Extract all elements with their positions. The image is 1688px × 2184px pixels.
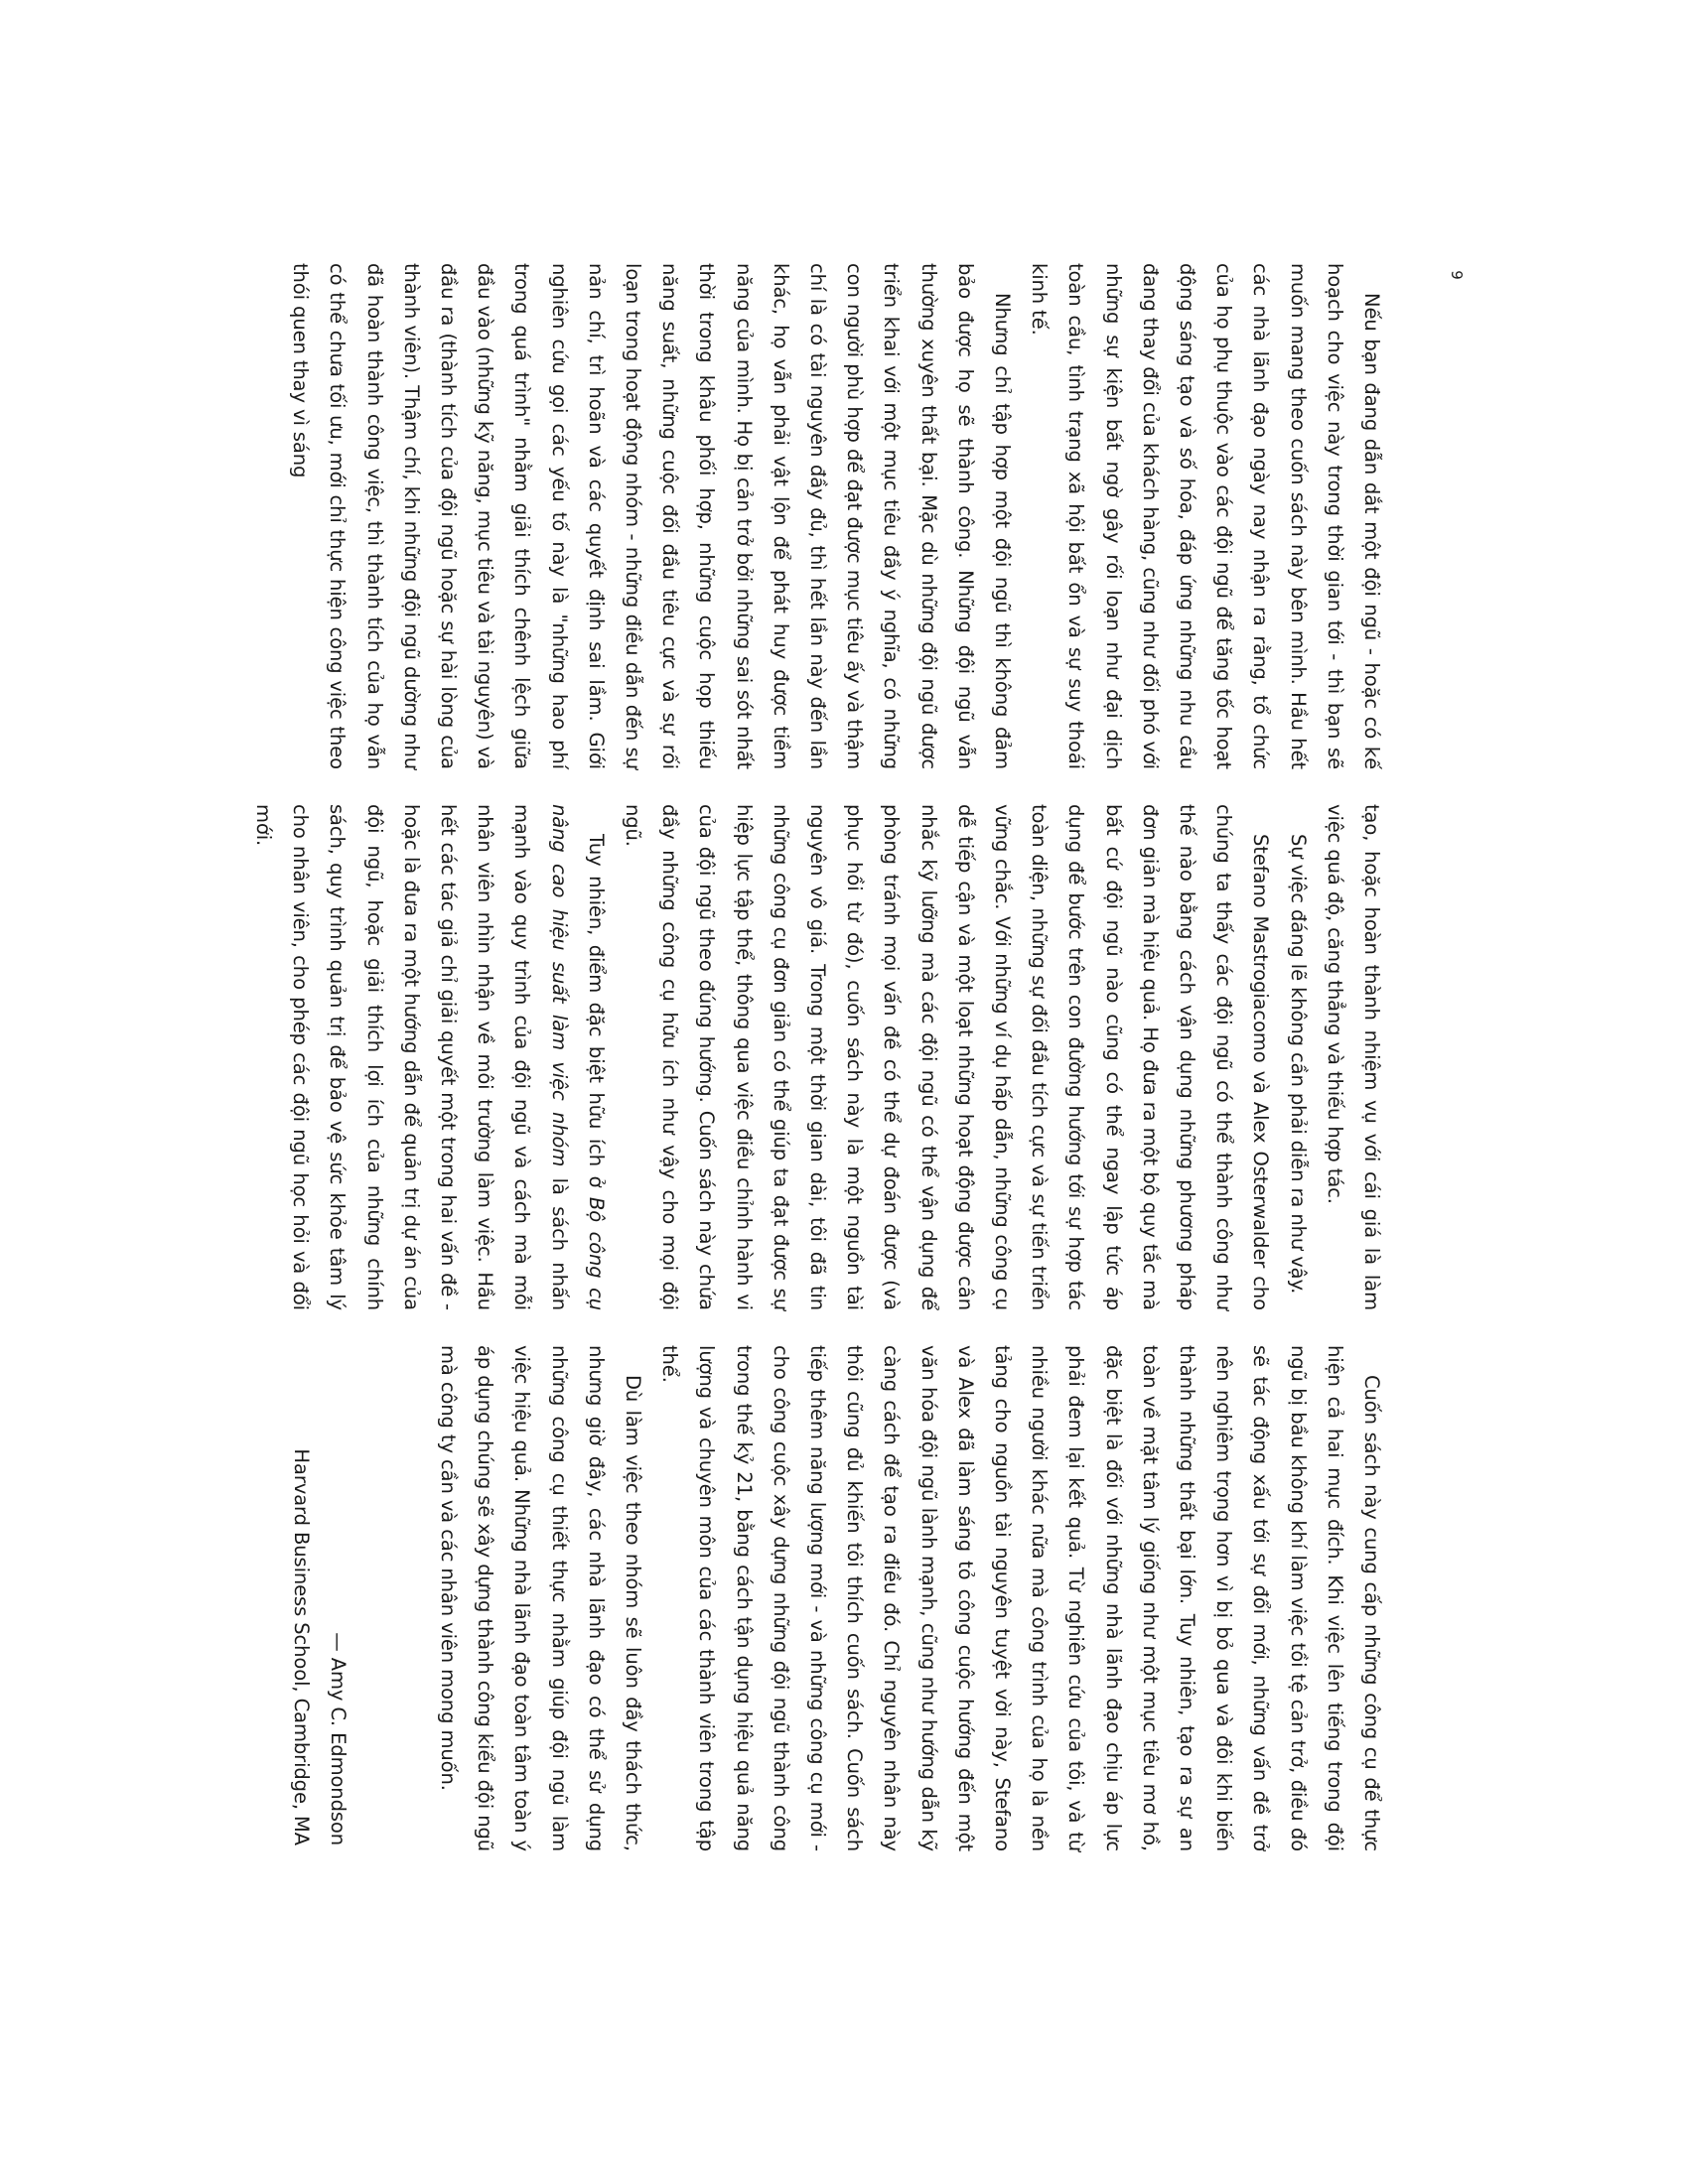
text-run: Tuy nhiên, điểm đặc biệt hữu ích ở <box>584 834 608 1197</box>
paragraph: Dù làm việc theo nhóm sẽ luôn đầy thách thức, nhưng giờ đây, các nhà lãnh đạo có thể sử dụng những công cụ thiết thực nhằm giúp đội ngũ làm việc hiệu quả. Những nhà lãnh đạo toàn tâm toàn ý áp dụng chúng sẽ xây dựng thành công kiểu đội ngũ mà công ty cần và các nhân viên mong muốn. <box>436 1345 644 1851</box>
paragraph: Sự việc đáng lẽ không cần phải diễn ra như vậy. <box>1286 834 1310 1295</box>
book-title: Bộ công cụ nâng cao hiệu suất làm việc nhóm <box>547 804 608 1310</box>
paragraph: tạo, hoặc hoàn thành nhiệm vụ với cái giá là làm việc quá độ, căng thẳng và thiếu hợp tác. <box>1323 804 1383 1310</box>
page-number: 9 <box>1447 270 1466 280</box>
paragraph: Nếu bạn đang dẫn dắt một đội ngũ - hoặc có kế hoạch cho việc này trong thời gian tới - thì bạn sẽ muốn mang theo cuốn sách này bên mình. Hầu hết các nhà lãnh đạo ngày nay nhận ra rằng, tổ chức của họ phụ thuộc vào các đội ngũ để tăng tốc hoạt động sáng tạo và số hóa, đáp ứng những nhu cầu đang thay đổi của khách hàng, cũng như đối phó với những sự kiện bất ngờ gây rối loạn như đại dịch toàn cầu, tình trạng xã hội bất ổn và sự suy thoái kinh tế. <box>1028 263 1383 769</box>
signature-name: — Amy C. Edmondson <box>326 1632 350 1845</box>
paragraph: Cuốn sách này cung cấp những công cụ để thực hiện cả hai mục đích. Khi việc lên tiếng trong đội ngũ bị bầu không khí làm việc tồi tệ cản trở, điều đó sẽ tác động xấu tới sự đổi mới, những vấn đề trở nên nghiêm trọng hơn vì bị bỏ qua và đôi khi biến thành những thất bại lớn. Tuy nhiên, tạo ra sự an toàn về mặt tâm lý giống như một mục tiêu mơ hồ, đặc biệt là đối với những nhà lãnh đạo chịu áp lực phải đem lại kết quả. Từ nghiên cứu của tôi, và từ nhiều người khác nữa mà công trình của họ là nền tảng cho nguồn tài nguyên tuyệt vời này, Stefano và Alex đã làm sáng tỏ công cuộc hướng đến một văn hóa đội ngũ lành mạnh, cũng như hướng dẫn kỹ càng cách để tạo ra điều đó. Chỉ nguyên nhân này thôi cũng đủ khiến tôi thích cuốn sách. Cuốn sách tiếp thêm năng lượng mới - và những công cụ mới - cho công cuộc xây dựng những đội ngũ thành công trong thế kỷ 21, bằng cách tận dụng hiệu quả năng lượng và chuyên môn của các thành viên trong tập thể. <box>658 1345 1383 1851</box>
paragraph <box>245 804 615 1310</box>
signature-spacer <box>356 1345 430 1851</box>
column-2 <box>245 804 1390 1310</box>
rotated-text-block <box>251 263 1390 1851</box>
paragraph: Nhưng chỉ tập hợp một đội ngũ thì không đảm bảo được họ sẽ thành công. Những đội ngũ vẫn thường xuyên thất bại. Mặc dù những đội ngũ được triển khai với một mục tiêu đầy ý nghĩa, có những con người phù hợp để đạt được mục tiêu ấy và thậm chí là có tài nguyên đầy đủ, thì hết lần này đến lần khác, họ vẫn phải vật lộn để phát huy được tiềm năng của mình. Họ bị cản trở bởi những sai sót nhất thời trong khâu phối hợp, những cuộc họp thiếu năng suất, những cuộc đối đầu tiêu cực và sự rối loạn trong hoạt động nhóm - những điều dẫn đến sự nản chí, trì hoãn và các quyết định sai lầm. Giới nghiên cứu gọi các yếu tố này là "những hao phí trong quá trình" nhằm giải thích chênh lệch giữa đầu vào (những kỹ năng, mục tiêu và tài nguyên) và đầu ra (thành tích của đội ngũ hoặc sự hài lòng của thành viên). Thậm chí, khi những đội ngũ dường như đã hoàn thành công việc, thì thành tích của họ vẫn có thể chưa tối ưu, mới chỉ thực hiện công việc theo thói quen thay vì sáng <box>289 263 1014 769</box>
signature-affiliation: Harvard Business School, Cambridge, MA <box>289 1448 313 1845</box>
paragraph: Stefano Mastrogiacomo và Alex Osterwalder cho chúng ta thấy các đội ngũ có thể thành công như thế nào bằng cách vận dụng những phương pháp đơn giản mà hiệu quả. Họ đưa ra một bộ quy tắc mà bất cứ đội ngũ nào cũng có thể ngay lập tức áp dụng để bước trên con đường hướng tới sự hợp tác toàn diện, những sự đối đầu tích cực và sự tiến triển vững chắc. Với những ví dụ hấp dẫn, những công cụ dễ tiếp cận và một loạt những hoạt động được cân nhắc kỹ lưỡng mà các đội ngũ có thể vận dụng để phòng tránh mọi vấn đề có thể dự đoán được (và phục hồi từ đó), cuốn sách này là một nguồn tài nguyên vô giá. Trong một thời gian dài, tôi đã tin những công cụ đơn giản có thể giúp ta đạt được sự hiệp lực tập thể, thông qua việc điều chỉnh hành vi của đội ngũ theo đúng hướng. Cuốn sách này chứa đầy những công cụ hữu ích như vậy cho mọi đội ngũ. <box>621 804 1273 1310</box>
column-3 <box>282 1345 1390 1851</box>
column-1 <box>282 263 1390 769</box>
text-run: là sách nhấn mạnh vào quy trình của đội ngũ và cách mà mỗi nhân viên nhìn nhận về môi trường làm việc. Hầu hết các tác giả chỉ giải quyết một trong hai vấn đề - hoặc là đưa ra một hướng dẫn để quản trị dự án của đội ngũ, hoặc giải thích lợi ích của những chính sách, quy trình quản trị để bảo vệ sức khỏe tâm lý cho nhân viên, cho phép các đội ngũ học hỏi và đổi mới. <box>251 804 571 1310</box>
